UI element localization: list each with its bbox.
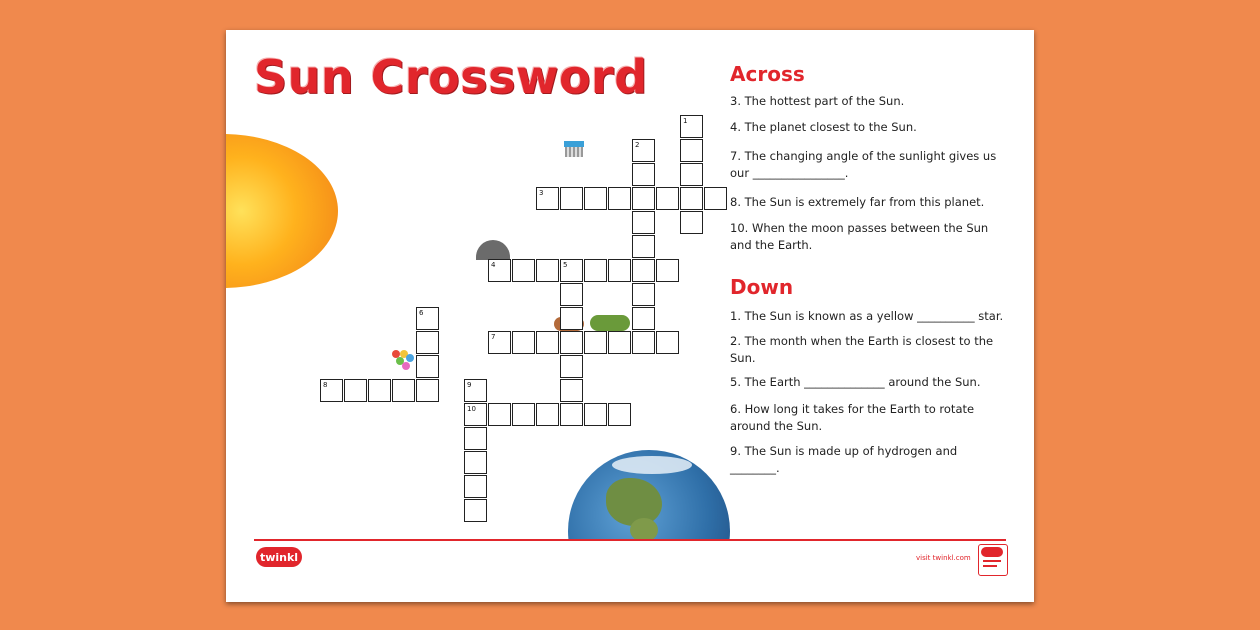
crossword-cell[interactable] [656, 259, 679, 282]
crossword-cell[interactable] [416, 331, 439, 354]
down-clue-1: 1. The Sun is known as a yellow __________ star. [730, 309, 1004, 323]
down-clue-5: 5. The Earth ______________ around the Sun. [730, 375, 981, 389]
crossword-cell[interactable] [584, 403, 607, 426]
clue-number-4: 4 [491, 261, 496, 269]
crossword-cell[interactable] [632, 259, 655, 282]
down-clue-6: 6. How long it takes for the Earth to rotate around the Sun. [730, 402, 975, 433]
down-heading: Down [730, 275, 794, 299]
crossword-cell[interactable] [656, 187, 679, 210]
clue-number-7: 7 [491, 333, 496, 341]
across-clue-7: 7. The changing angle of the sunlight gives us our ________________. [730, 149, 997, 180]
crossword-cell[interactable] [608, 187, 631, 210]
crossword-cell[interactable] [512, 403, 535, 426]
crossword-cell[interactable] [608, 259, 631, 282]
crossword-cell[interactable] [656, 331, 679, 354]
clue-number-9: 9 [467, 381, 472, 389]
crossword-cell[interactable] [560, 283, 583, 306]
crossword-cell[interactable] [560, 187, 583, 210]
clue-number-2: 2 [635, 141, 640, 149]
crossword-cell[interactable] [512, 259, 535, 282]
paintbrush-icon [564, 141, 584, 159]
down-clue-9: 9. The Sun is made up of hydrogen and ________. [730, 444, 958, 475]
crossword-cell[interactable] [392, 379, 415, 402]
crossword-cell[interactable] [536, 331, 559, 354]
crossword-cell[interactable] [680, 187, 703, 210]
crossword-cell[interactable] [632, 187, 655, 210]
clue-number-6: 6 [419, 309, 424, 317]
clue-number-10: 10 [467, 405, 476, 413]
crossword-cell[interactable] [464, 451, 487, 474]
crossword-cell[interactable] [608, 403, 631, 426]
crossword-cell[interactable] [536, 259, 559, 282]
crossword-cell[interactable] [632, 283, 655, 306]
across-clue-10: 10. When the moon passes between the Sun and the Earth. [730, 221, 989, 252]
crossword-cell[interactable] [632, 163, 655, 186]
across-clue-4: 4. The planet closest to the Sun. [730, 120, 917, 134]
across-clue-8: 8. The Sun is extremely far from this planet. [730, 195, 985, 209]
crossword-cell[interactable] [464, 427, 487, 450]
across-clue-3: 3. The hottest part of the Sun. [730, 94, 905, 108]
crossword-cell[interactable] [680, 139, 703, 162]
balloons-icon [392, 350, 414, 376]
earth-image [568, 450, 730, 540]
page-title: Sun Crossword [254, 50, 648, 104]
quality-badge-icon [978, 544, 1008, 576]
crossword-cell[interactable] [560, 331, 583, 354]
crossword-cell[interactable] [632, 307, 655, 330]
crossword-cell[interactable] [368, 379, 391, 402]
crossword-cell[interactable] [584, 259, 607, 282]
crossword-cell[interactable] [464, 499, 487, 522]
clue-number-1: 1 [683, 117, 688, 125]
crossword-cell[interactable] [512, 331, 535, 354]
crossword-cell[interactable] [560, 307, 583, 330]
crossword-cell[interactable] [560, 403, 583, 426]
down-clue-2: 2. The month when the Earth is closest to the Sun. [730, 334, 994, 365]
clue-number-3: 3 [539, 189, 544, 197]
crossword-cell[interactable] [584, 187, 607, 210]
crossword-cell[interactable] [680, 211, 703, 234]
crossword-cell[interactable] [488, 403, 511, 426]
visit-link[interactable]: visit twinkl.com [916, 554, 971, 562]
crossword-cell[interactable] [344, 379, 367, 402]
crossword-cell[interactable] [464, 475, 487, 498]
crossword-cell[interactable] [632, 331, 655, 354]
crossword-cell[interactable] [632, 211, 655, 234]
clue-number-5: 5 [563, 261, 568, 269]
crossword-cell[interactable] [632, 235, 655, 258]
crossword-cell[interactable] [560, 355, 583, 378]
crossword-cell[interactable] [416, 355, 439, 378]
crossword-cell[interactable] [704, 187, 727, 210]
worksheet [226, 30, 1034, 602]
sun-image [226, 130, 341, 292]
crossword-cell[interactable] [536, 403, 559, 426]
footer-divider [254, 539, 1006, 541]
crossword-cell[interactable] [560, 379, 583, 402]
crossword-cell[interactable] [608, 331, 631, 354]
mercury-icon [476, 240, 510, 260]
crossword-cell[interactable] [584, 331, 607, 354]
across-heading: Across [730, 62, 805, 86]
crossword-cell[interactable] [680, 163, 703, 186]
clue-number-8: 8 [323, 381, 328, 389]
crossword-cell[interactable] [416, 379, 439, 402]
twinkl-logo: twinkl [256, 547, 302, 567]
